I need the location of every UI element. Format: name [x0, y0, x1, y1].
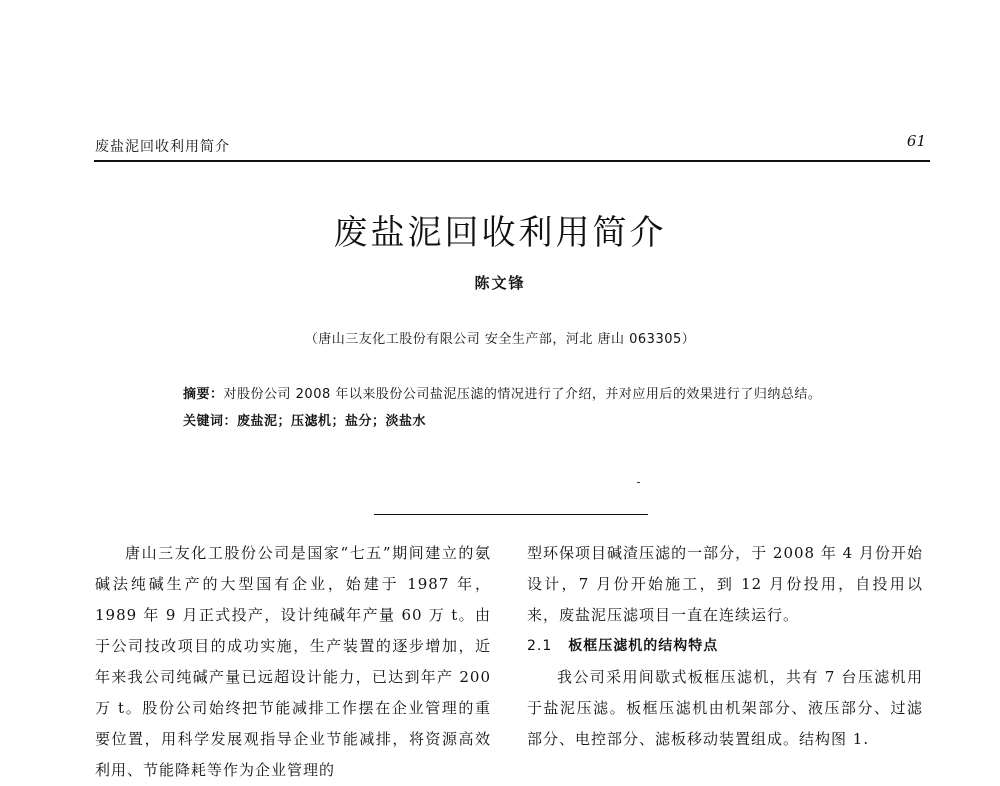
body-paragraph: 唐山三友化工股份公司是国家“七五”期间建立的氨碱法纯碱生产的大型国有企业，始建于 1987 年，1989 年 9 月正式投产，设计纯碱年产量 60 万 t。由于公司技改项目的成功实施，生产装置的逐步增加，近年来我公司纯碱产量已远超设计能力，已达到年产 200 万 t。股份公司始终把节能减排工作摆在企业管理的重要位置，用科学发展观指导企业节能减排，将资源高效利用、节能降耗等作为企业管理的	[95, 544, 491, 779]
section-number: 2.1	[527, 638, 553, 654]
body-paragraph: 我公司采用间歇式板框压滤机，共有 7 台压滤机用于盐泥压滤。板框压滤机由机架部分、液压部分、过滤部分、电控部分、滤板移动装置组成。结构图 1.	[527, 668, 923, 748]
scan-speck	[637, 482, 640, 483]
abstract-text: 对股份公司 2008 年以来股份公司盐泥压滤的情况进行了介绍，并对应用后的效果进行了归纳总结。	[223, 387, 822, 402]
keywords	[183, 408, 838, 435]
affiliation: （唐山三友化工股份有限公司 安全生产部，河北 唐山 063305）	[304, 332, 696, 347]
page-number: 61	[906, 132, 926, 150]
article-title: 废盐泥回收利用简介	[333, 213, 667, 253]
section-title: 板框压滤机的结构特点	[568, 638, 719, 654]
left-column	[95, 538, 491, 786]
divider-rule	[374, 514, 648, 515]
keywords-label: 关键词：	[183, 414, 238, 429]
section-heading	[527, 631, 923, 662]
right-column	[527, 538, 923, 755]
abstract-label: 摘要：	[183, 387, 224, 402]
author: 陈文锋	[474, 274, 526, 292]
running-title: 废盐泥回收利用简介	[95, 139, 230, 155]
header-rule	[94, 160, 930, 162]
body-paragraph-continued: 型环保项目碱渣压滤的一部分，于 2008 年 4 月份开始设计，7 月份开始施工，到 12 月份投用，自投用以来，废盐泥压滤项目一直在连续运行。	[527, 544, 923, 624]
abstract-block	[183, 381, 838, 435]
abstract	[183, 381, 838, 408]
keywords-text: 废盐泥；压滤机；盐分；淡盐水	[237, 414, 427, 429]
